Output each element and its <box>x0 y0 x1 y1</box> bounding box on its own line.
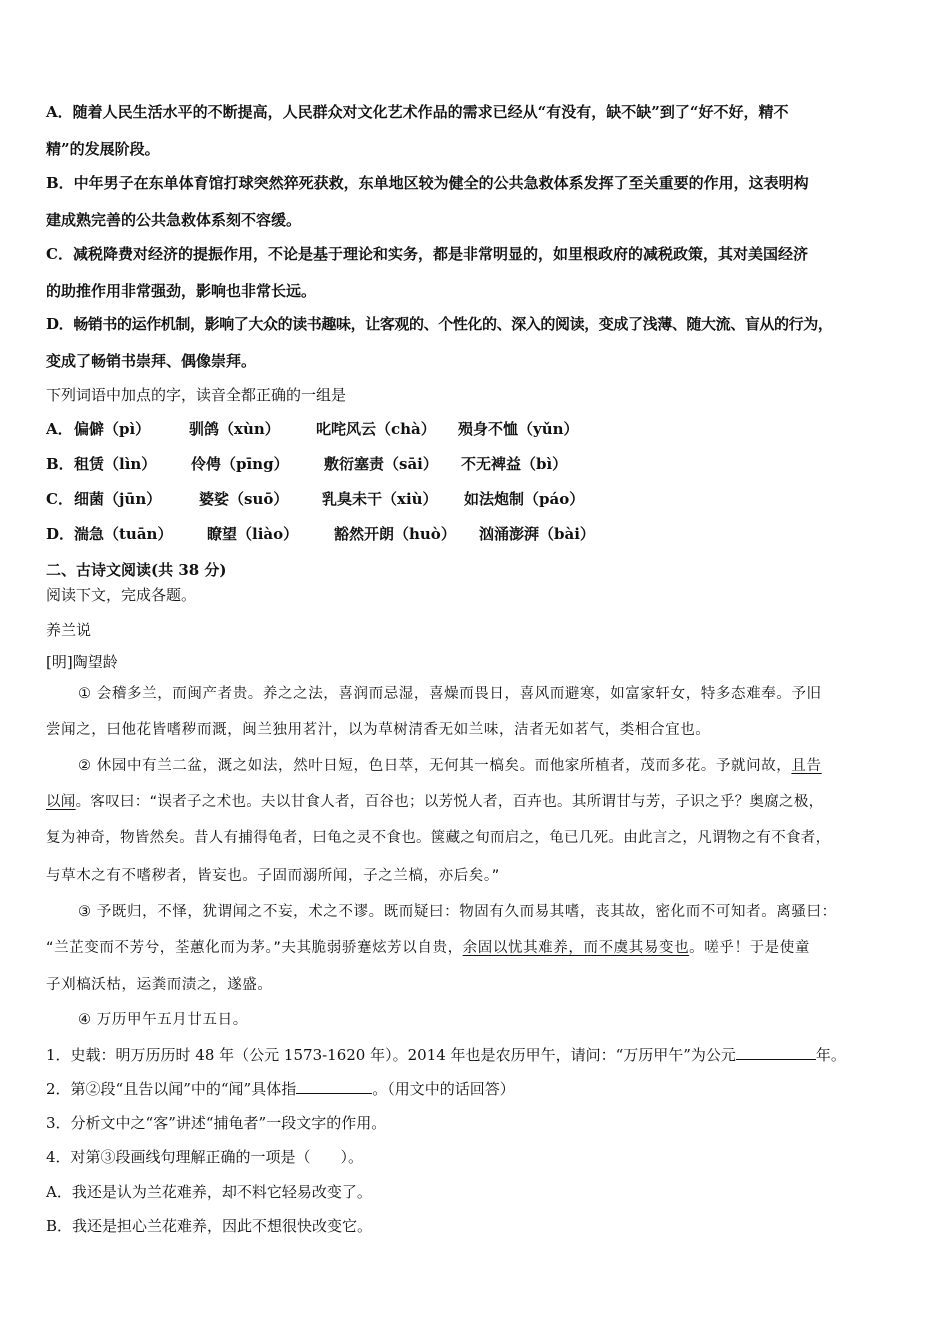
sentence-option-b-line2: 建成熟完善的公共急救体系刻不容缓。 <box>46 211 302 229</box>
underlined-phrase-part2: 以闻 <box>46 794 76 810</box>
passage-p2-line2: 以闻。客叹曰：“误者子之术也。夫以甘食人者，百谷也；以芳悦人者，百卉也。其所谓甘与芳，子识之乎？奥腐之极， <box>46 794 824 810</box>
question-4-option-a: A．我还是认为兰花难养，却不料它轻易改变了。 <box>46 1183 372 1201</box>
passage-p1-line1: ① 会稽多兰，而闽产者贵。养之之法，喜润而忌湿，喜燥而畏日，喜风而避寒，如富家轩女，特多态难奉。予旧 <box>78 686 822 702</box>
sentence-option-a-line2: 精”的发展阶段。 <box>46 140 160 158</box>
passage-p2-line1: ② 休园中有兰二盆，溉之如法，然叶日短，色日萃，无何其一槁矣。而他家所植者，茂而多花。予就问故，且告 <box>78 758 822 774</box>
underlined-phrase-part1: 且告 <box>791 758 822 774</box>
passage-p1-line2: 尝闻之，曰他花皆嗜秽而溉，闽兰独用茗汁，以为草树清香无如兰味，洁者无如茗气，类相合宜也。 <box>46 722 711 738</box>
question-4: 4．对第③段画线句理解正确的一项是（ ）。 <box>46 1148 364 1166</box>
pinyin-option-c: C．细菌（jūn） 婆娑（suō） 乳臭未干（xiù） 如法炮制（páo） <box>46 490 585 508</box>
passage-title: 养兰说 <box>46 621 92 639</box>
passage-p2-line3: 复为神奇，物皆然矣。昔人有捕得龟者，曰龟之灵不食也。箧藏之旬而启之，龟已几死。由此言之，凡谓物之有不食者， <box>46 830 831 846</box>
question-3: 3．分析文中之“客”讲述“捕龟者”一段文字的作用。 <box>46 1114 387 1132</box>
pinyin-option-b: B．租赁（lìn） 伶俜（pīng） 敷衍塞责（sāi） 不无裨益（bì） <box>46 455 568 473</box>
section-heading: 二、古诗文阅读(共 38 分) <box>46 561 227 579</box>
passage-p2-line4: 与草木之有不嗜秽者，皆妄也。子固而溺所闻，子之兰槁，亦后矣。” <box>46 868 500 884</box>
underlined-sentence: 余固以忧其难养，而不虞其易变也 <box>462 940 690 956</box>
sentence-option-a-line1: A．随着人民生活水平的不断提高，人民群众对文化艺术作品的需求已经从“有没有，缺不缺”到了“好不好，精不 <box>46 103 789 121</box>
question-4-option-b: B．我还是担心兰花难养，因此不想很快改变它。 <box>46 1217 373 1235</box>
pinyin-question-stem: 下列词语中加点的字，读音全都正确的一组是 <box>46 386 347 404</box>
sentence-option-d-line1: D．畅销书的运作机制，影响了大众的读书趣味，让客观的、个性化的、深入的阅读，变成了浅薄、随大流、盲从的行为， <box>46 315 833 333</box>
answer-blank-1[interactable] <box>736 1045 816 1060</box>
sentence-option-d-line2: 变成了畅销书崇拜、偶像崇拜。 <box>46 352 257 370</box>
pinyin-option-d: D．湍急（tuān） 瞭望（liào） 豁然开朗（huò） 汹涌澎湃（bài） <box>46 525 595 543</box>
passage-author: [明]陶望龄 <box>46 653 118 671</box>
passage-p4: ④ 万历甲午五月廿五日。 <box>78 1012 248 1028</box>
passage-p3-line1: ③ 予既归，不怿，犹谓闻之不妄，术之不谬。既而疑曰：物固有久而易其嗜，丧其故，密化而不可知者。离骚曰： <box>78 904 837 920</box>
question-1: 1．史载：明万历历时 48 年（公元 1573-1620 年）。2014 年也是农历甲午，请问：“万历甲午”为公元 年。 <box>46 1046 846 1064</box>
sentence-option-b-line1: B．中年男子在东单体育馆打球突然猝死获救，东单地区较为健全的公共急救体系发挥了至关重要的作用，这表明构 <box>46 174 809 192</box>
pinyin-option-a: A．偏僻（pì） 驯鸽（xùn） 叱咤风云（chà） 殒身不恤（yǔn） <box>46 420 579 438</box>
passage-p3-line2: “兰芷变而不芳兮，荃蕙化而为茅。”夫其脆弱骄蹇炫芳以自贵，余固以忧其难养，而不虞其易变也。嗟乎！于是使童 <box>46 940 810 956</box>
passage-p3-line3: 子刈槁沃枯，运粪而渍之，遂盛。 <box>46 977 273 993</box>
question-2: 2．第②段“且告以闻”中的“闻”具体指 。（用文中的话回答） <box>46 1080 515 1098</box>
sentence-option-c-line2: 的助推作用非常强劲，影响也非常长远。 <box>46 282 317 300</box>
sentence-option-c-line1: C．减税降费对经济的提振作用，不论是基于理论和实务，都是非常明显的，如里根政府的减税政策，其对美国经济 <box>46 245 808 263</box>
section-instruction: 阅读下文，完成各题。 <box>46 586 197 604</box>
answer-blank-2[interactable] <box>296 1079 372 1094</box>
